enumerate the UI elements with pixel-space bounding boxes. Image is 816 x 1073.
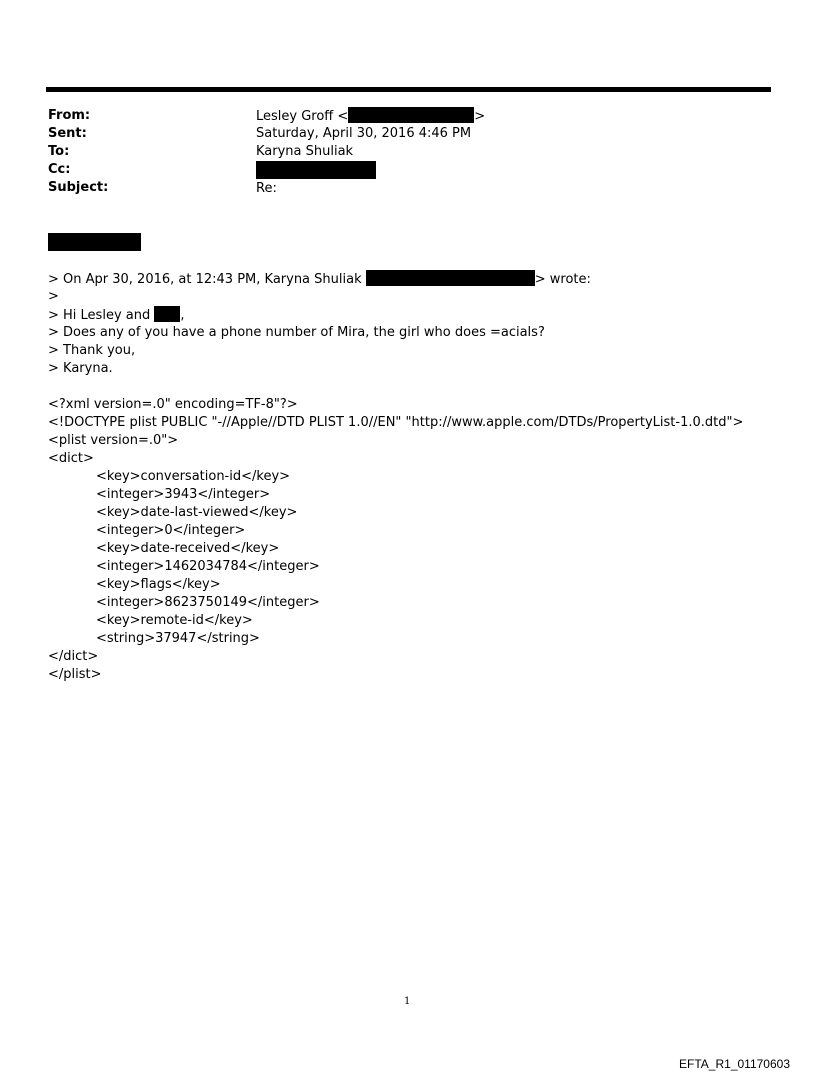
cc-redaction-box [256, 161, 376, 179]
redaction-box [366, 270, 535, 286]
plist-entry: <string>37947</string> [96, 631, 260, 646]
quote-line-1-post: > wrote: [534, 272, 591, 287]
plist-entry: <integer>8623750149</integer> [96, 595, 320, 610]
sent-value: Saturday, April 30, 2016 4:46 PM [256, 126, 472, 141]
plist-entry: <key>flags</key> [96, 577, 221, 592]
plist-close: </plist> [48, 667, 102, 682]
plist-entry: <integer>0</integer> [96, 523, 246, 538]
from-value [256, 107, 485, 126]
subject-label: Subject: [48, 180, 109, 195]
plist-entry: <integer>3943</integer> [96, 487, 271, 502]
quote-line-2: > [48, 289, 59, 304]
from-label: From: [48, 108, 91, 123]
quote-line-3-post: , [180, 308, 185, 323]
sent-label: Sent: [48, 126, 87, 141]
quote-line-6: > Karyna. [48, 361, 113, 376]
to-value: Karyna Shuliak [256, 144, 354, 159]
quote-line-5: > Thank you, [48, 343, 136, 358]
document-id: EFTA_R1_01170603 [679, 1057, 790, 1071]
quote-line-4: > Does any of you have a phone number of Mira, the girl who does =acials? [48, 325, 545, 340]
to-label: To: [48, 144, 70, 159]
plist-entry: <key>date-last-viewed</key> [96, 505, 298, 520]
from-name: Lesley Groff < [256, 109, 349, 124]
plist-open: <plist version=.0"> [48, 433, 179, 448]
quote-line-3 [48, 306, 185, 325]
dict-open: <dict> [48, 451, 94, 466]
redaction-box [348, 107, 474, 123]
redaction-box [154, 306, 180, 322]
header-rule [46, 87, 771, 92]
plist-entry: <integer>1462034784</integer> [96, 559, 320, 574]
plist-entry: <key>conversation-id</key> [96, 469, 291, 484]
xml-declaration: <?xml version=.0" encoding=TF-8"?> [48, 397, 298, 412]
dict-close: </dict> [48, 649, 99, 664]
subject-value: Re: [256, 181, 277, 196]
doctype-line: <!DOCTYPE plist PUBLIC "-//Apple//DTD PLIST 1.0//EN" "http://www.apple.com/DTDs/PropertyList-1.0.dtd"> [48, 415, 744, 430]
plist-entry: <key>date-received</key> [96, 541, 280, 556]
from-close: > [474, 109, 486, 124]
body-redaction-box [48, 233, 141, 251]
plist-entry: <key>remote-id</key> [96, 613, 253, 628]
page-number: 1 [404, 996, 411, 1007]
quote-line-1 [48, 270, 591, 289]
cc-label: Cc: [48, 162, 71, 177]
quote-line-3-pre: > Hi Lesley and [48, 308, 155, 323]
quote-line-1-pre: > On Apr 30, 2016, at 12:43 PM, Karyna Shuliak [48, 272, 366, 287]
